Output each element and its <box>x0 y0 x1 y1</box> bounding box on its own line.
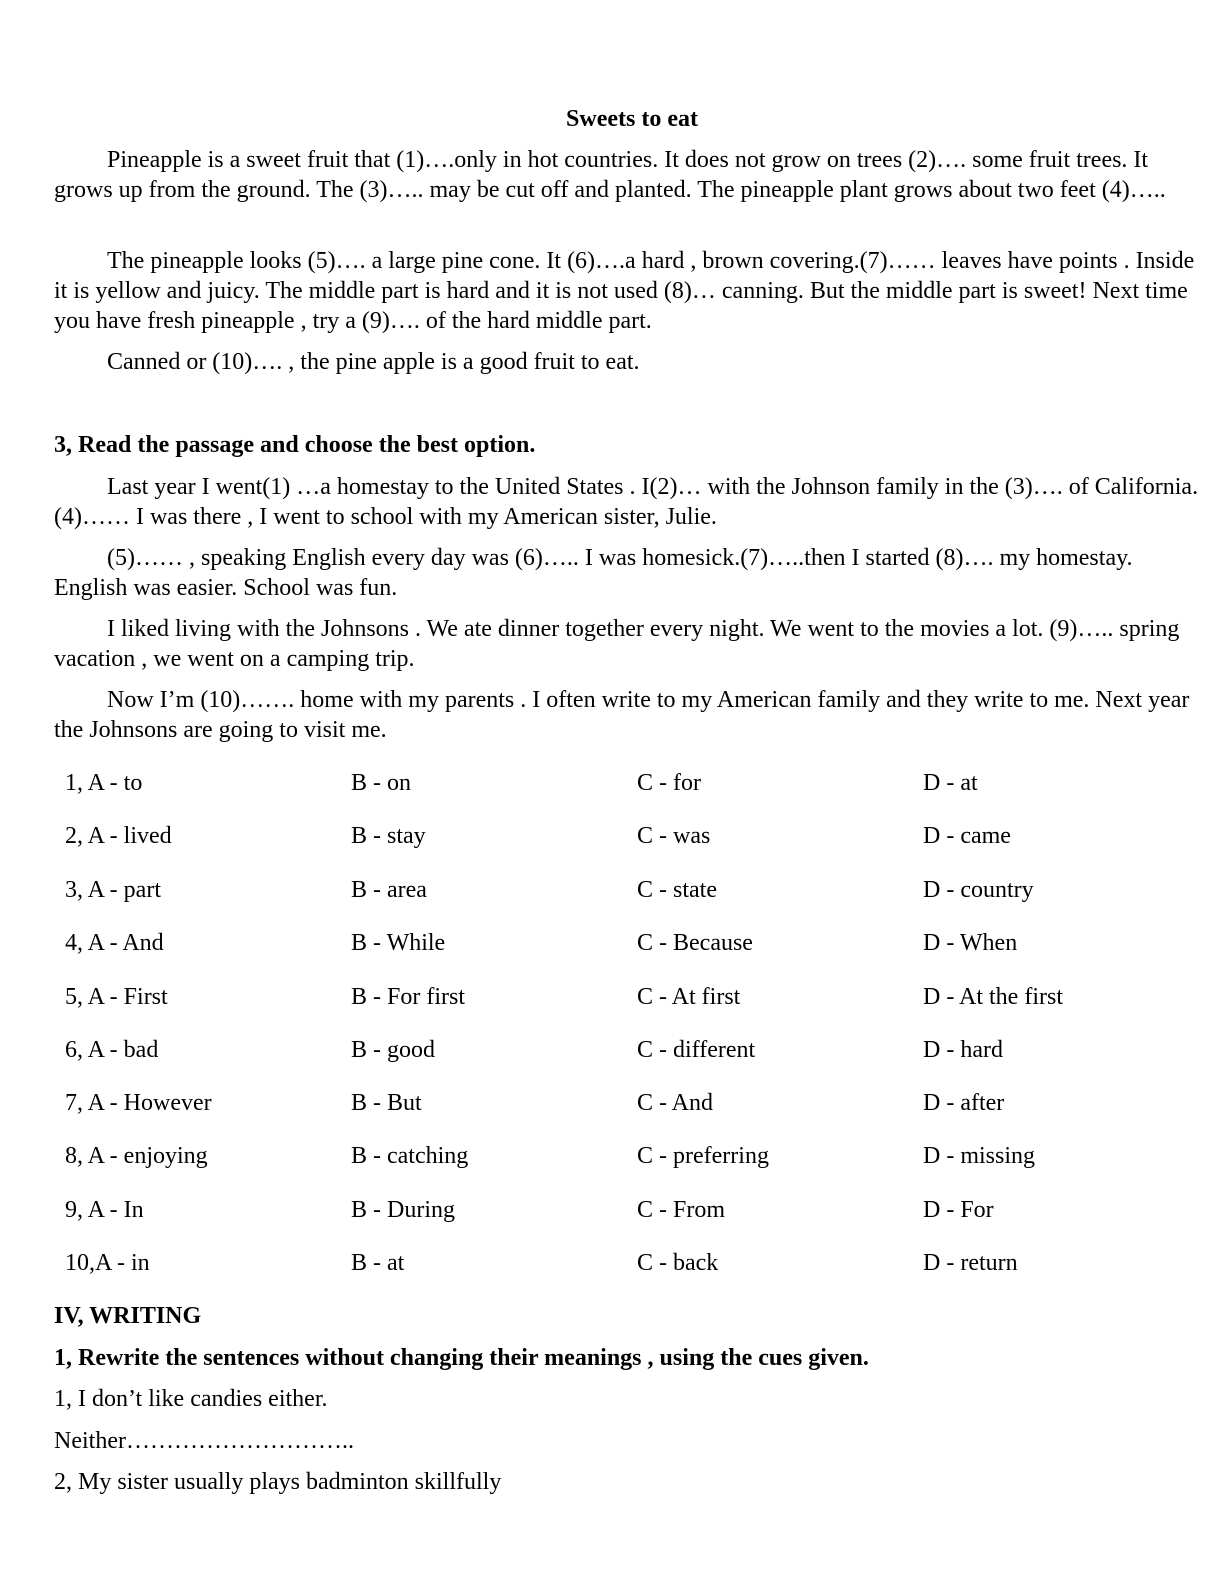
passage2-paragraph-1: Last year I went(1) …a homestay to the United States . I(2)… with the Johnson family in the (3)…. of California.(4)…… I was there , I went to school with my American sister, Julie. <box>54 474 1199 530</box>
option-d: D - For <box>923 1197 994 1223</box>
option-a: 3, A - part <box>65 877 161 903</box>
passage2-paragraph-4: Now I’m (10)……. home with my parents . I often write to my American family and they write to me. Next year the Johnsons are going to visit me. <box>54 687 1190 743</box>
option-c: C - At first <box>637 984 741 1010</box>
option-row-4 <box>65 928 1205 958</box>
option-d: D - came <box>923 823 1011 849</box>
option-a: 9, A - In <box>65 1197 144 1223</box>
option-row-8 <box>65 1141 1205 1171</box>
option-c: C - From <box>637 1197 726 1223</box>
option-d: D - at <box>923 770 978 796</box>
writing-heading: IV, WRITING <box>54 1303 202 1329</box>
option-a: 10,A - in <box>65 1250 150 1276</box>
option-b: B - While <box>351 930 446 956</box>
writing-answer-line: Neither……………………….. <box>54 1428 354 1454</box>
option-a: 5, A - First <box>65 984 168 1010</box>
option-d: D - missing <box>923 1143 1036 1169</box>
section3-heading: 3, Read the passage and choose the best option. <box>54 432 536 458</box>
option-c: C - state <box>637 877 717 903</box>
option-c: C - was <box>637 823 711 849</box>
option-d: D - At the first <box>923 984 1063 1010</box>
option-a: 8, A - enjoying <box>65 1143 208 1169</box>
option-c: C - back <box>637 1250 719 1276</box>
passage1-paragraph-2: The pineapple looks (5)…. a large pine cone. It (6)….a hard , brown covering.(7)…… leaves have points . Inside it is yellow and juicy. The middle part is hard and it is not used (8)… canning. But the middle part is sweet! Next time you have fresh pineapple , try a (9)…. of the hard middle part. <box>54 248 1195 334</box>
option-c: C - preferring <box>637 1143 769 1169</box>
option-row-7 <box>65 1088 1205 1118</box>
option-b: B - on <box>351 770 411 796</box>
option-d: D - hard <box>923 1037 1003 1063</box>
writing-item-2: 2, My sister usually plays badminton skillfully <box>54 1469 502 1495</box>
option-c: C - And <box>637 1090 714 1116</box>
option-a: 2, A - lived <box>65 823 172 849</box>
option-d: D - return <box>923 1250 1018 1276</box>
option-a: 4, A - And <box>65 930 164 956</box>
writing-item-1: 1, I don’t like candies either. <box>54 1386 328 1412</box>
option-a: 1, A - to <box>65 770 143 796</box>
option-row-9 <box>65 1195 1205 1225</box>
option-row-6 <box>65 1035 1205 1065</box>
passage-title: Sweets to eat <box>566 106 698 132</box>
option-b: B - good <box>351 1037 435 1063</box>
option-row-2 <box>65 821 1205 851</box>
option-d: D - country <box>923 877 1034 903</box>
option-b: B - But <box>351 1090 422 1116</box>
option-c: C - Because <box>637 930 753 956</box>
option-c: C - different <box>637 1037 756 1063</box>
passage2-paragraph-2: (5)…… , speaking English every day was (6)….. I was homesick.(7)…..then I started (8)…. my homestay. English was easier. School was fun. <box>54 545 1133 601</box>
passage1-paragraph-3: Canned or (10)…. , the pine apple is a good fruit to eat. <box>107 349 640 375</box>
writing-subheading: 1, Rewrite the sentences without changing their meanings , using the cues given. <box>54 1345 869 1371</box>
option-d: D - after <box>923 1090 1005 1116</box>
option-a: 7, A - However <box>65 1090 212 1116</box>
option-b: B - During <box>351 1197 455 1223</box>
option-b: B - stay <box>351 823 426 849</box>
option-row-10 <box>65 1248 1205 1278</box>
passage2-paragraph-3: I liked living with the Johnsons . We ate dinner together every night. We went to the movies a lot. (9)….. spring vacation , we went on a camping trip. <box>54 616 1180 672</box>
option-d: D - When <box>923 930 1018 956</box>
option-c: C - for <box>637 770 701 796</box>
option-row-5 <box>65 982 1205 1012</box>
passage1-paragraph-1: Pineapple is a sweet fruit that (1)….only in hot countries. It does not grow on trees (2)…. some fruit trees. It grows up from the ground. The (3)….. may be cut off and planted. The pineapple plant grows about two feet (4)….. <box>54 147 1166 203</box>
option-row-3 <box>65 875 1205 905</box>
option-b: B - catching <box>351 1143 469 1169</box>
option-b: B - For first <box>351 984 465 1010</box>
option-b: B - area <box>351 877 427 903</box>
option-b: B - at <box>351 1250 405 1276</box>
option-a: 6, A - bad <box>65 1037 159 1063</box>
option-row-1 <box>65 768 1205 798</box>
